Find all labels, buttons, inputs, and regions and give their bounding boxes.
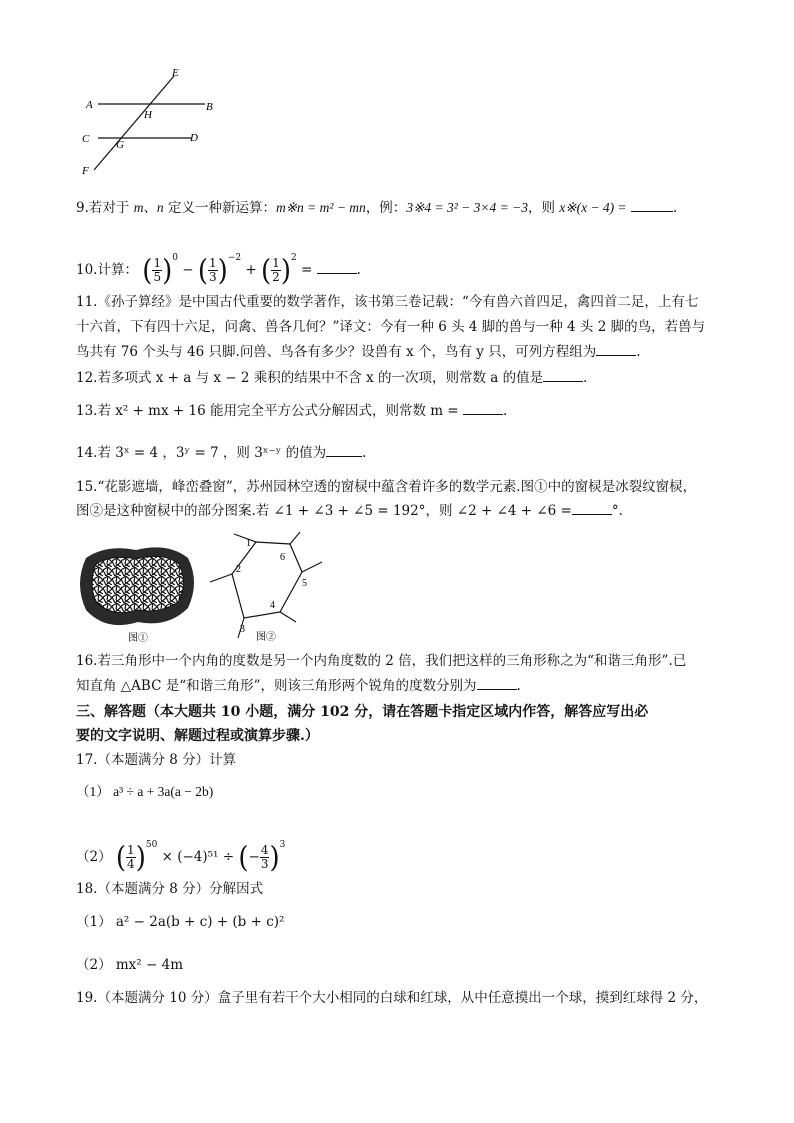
q13-tail: . (502, 403, 508, 419)
angle-3-label: 3 (240, 624, 245, 635)
q17-part1: （1） a³ ÷ a + 3a(a − 2b) (76, 784, 214, 799)
ice-crack-window-figure (76, 540, 200, 644)
q9-vars: m、n (133, 200, 164, 215)
q9-ask: x※(x − 4) = (559, 200, 627, 215)
q16-answer-blank[interactable] (477, 677, 517, 690)
q9-number: 9. (76, 200, 89, 216)
q19-text: 19.（本题满分 10 分）盒子里有若干个大小相同的白球和红球，从中任意摸出一个球，摸到红球得 2 分， (76, 990, 708, 1006)
q17-heading: 17.（本题满分 8 分）计算 (76, 752, 237, 768)
q11-line1: 11.《孙子算经》是中国古代重要的数学著作，该书第三卷记载：“今有兽六首四足，禽四首二足，上有七 (76, 294, 699, 310)
q16-tail: . (516, 678, 521, 694)
q9-tail: . (672, 200, 678, 216)
q11-answer-blank[interactable] (596, 343, 636, 356)
q16-line2-text: 知直角 △ABC 是“和谐三角形”，则该三角形两个锐角的度数分别为 (76, 678, 477, 694)
q15-line2-text: 图②是这种窗棂中的部分图案.若 ∠1 + ∠3 + ∠5 = 192°，则 ∠2 + ∠4 + ∠6 = (76, 503, 572, 519)
label-f: F (82, 165, 89, 177)
question-9 (76, 199, 677, 217)
question-14 (76, 444, 366, 462)
label-c: C (82, 133, 90, 145)
q9-text4: ，则 (527, 200, 555, 216)
q10-expression: ( $\frac{1}{5}$ )$^0$ − ( $\frac{1}{3}$ )$^{-2}$ + ( $\frac{1}{2}$ )$^2$ = (142, 253, 317, 287)
q11-line2: 十六首，下有四十六足，问禽、兽各几何？”译文：今有一种 6 头 4 脚的兽与一种 4 头 2 脚的鸟，若兽与 (76, 319, 706, 335)
parallel-lines-figure (80, 66, 220, 178)
figure2-caption: 图② (256, 632, 276, 643)
question-12 (76, 369, 587, 387)
q12-tail: . (583, 370, 588, 386)
q11-line3-text: 鸟共有 76 个头与 46 只脚.问兽、鸟各有多少？设兽有 x 个，鸟有 y 只，可列方程组为 (76, 344, 597, 360)
q17-part2: （2） ( $\frac{1}{4}$ )$^{50}$ × (−4)⁵¹ ÷ (− $\frac{4}{3}$ )$^3$ (76, 840, 286, 874)
q17-part2-tail: × (−4)⁵¹ ÷ (161, 849, 235, 865)
angle-2-label: 2 (236, 564, 241, 575)
label-g: G (116, 139, 124, 151)
q13-answer-blank[interactable] (463, 402, 503, 415)
q9-text1: 若对于 (88, 200, 130, 216)
q14-tail: . (362, 445, 367, 461)
label-h: H (144, 109, 152, 121)
line-ef (94, 76, 174, 170)
label-e: E (172, 67, 179, 79)
q10-text: 计算： (97, 262, 138, 278)
q15-line2 (76, 502, 623, 520)
q18-heading: 18.（本题满分 8 分）分解因式 (76, 881, 264, 897)
angle-1-label: 1 (246, 538, 251, 549)
hexagon (232, 542, 302, 618)
q18-part2: （2） mx² − 4m (76, 957, 183, 973)
q9-definition: m※n = m² − mn (275, 200, 366, 215)
section3-heading-line2: 要的文字说明、解题过程或演算步骤.） (76, 728, 319, 744)
q9-answer-blank[interactable] (631, 199, 673, 212)
question-10 (76, 240, 361, 287)
crack-pattern (92, 556, 184, 612)
q17-part2-label: （2） (76, 849, 112, 865)
q15-answer-blank[interactable] (572, 502, 612, 515)
angle-6-label: 6 (280, 552, 285, 563)
q9-text3: ，例： (365, 200, 407, 216)
q14-answer-blank[interactable] (326, 444, 362, 457)
q10-tail: . (356, 262, 361, 278)
q11-line3 (76, 343, 641, 361)
q16-line1: 16.若三角形中一个内角的度数是另一个内角度数的 2 倍，我们把这样的三角形称之为“和谐三角形”.已 (76, 653, 687, 669)
angle-5-label: 5 (302, 578, 307, 589)
figure1-caption: 图① (128, 633, 148, 644)
q9-text2: 定义一种新运算： (167, 200, 276, 216)
q15-tail: °. (611, 503, 623, 519)
label-b: B (206, 101, 213, 113)
q9-example: 3※4 = 3² − 3×4 = −3 (406, 200, 528, 215)
q16-line2 (76, 677, 521, 695)
label-a: A (86, 99, 93, 111)
hexagon-angles-figure (204, 526, 332, 644)
angle-4-label: 4 (270, 600, 275, 611)
q13-text: 13.若 x² + mx + 16 能用完全平方公式分解因式，则常数 m = (76, 403, 459, 419)
q12-answer-blank[interactable] (543, 369, 583, 382)
q10-answer-blank[interactable] (317, 261, 357, 274)
section3-heading-line1: 三、解答题（本大题共 10 小题，满分 102 分，请在答题卡指定区域内作答，解答应写出必 (76, 704, 649, 720)
label-d: D (190, 132, 198, 144)
q12-text: 12.若多项式 x + a 与 x − 2 乘积的结果中不含 x 的一次项，则常数 a 的值是 (76, 370, 544, 386)
question-13 (76, 402, 507, 420)
q10-number: 10. (76, 262, 98, 278)
q11-tail: . (636, 344, 641, 360)
q14-text: 14.若 3ˣ = 4 ，3ʸ = 7 ，则 3ˣ⁻ʸ 的值为 (76, 445, 327, 461)
q15-line1: 15.“花影遮墙，峰峦叠窗”，苏州园林空透的窗棂中蕴含着许多的数学元素.图①中的窗棂是冰裂纹窗棂， (76, 479, 697, 495)
q18-part1: （1） a² − 2a(b + c) + (b + c)² (76, 914, 285, 930)
